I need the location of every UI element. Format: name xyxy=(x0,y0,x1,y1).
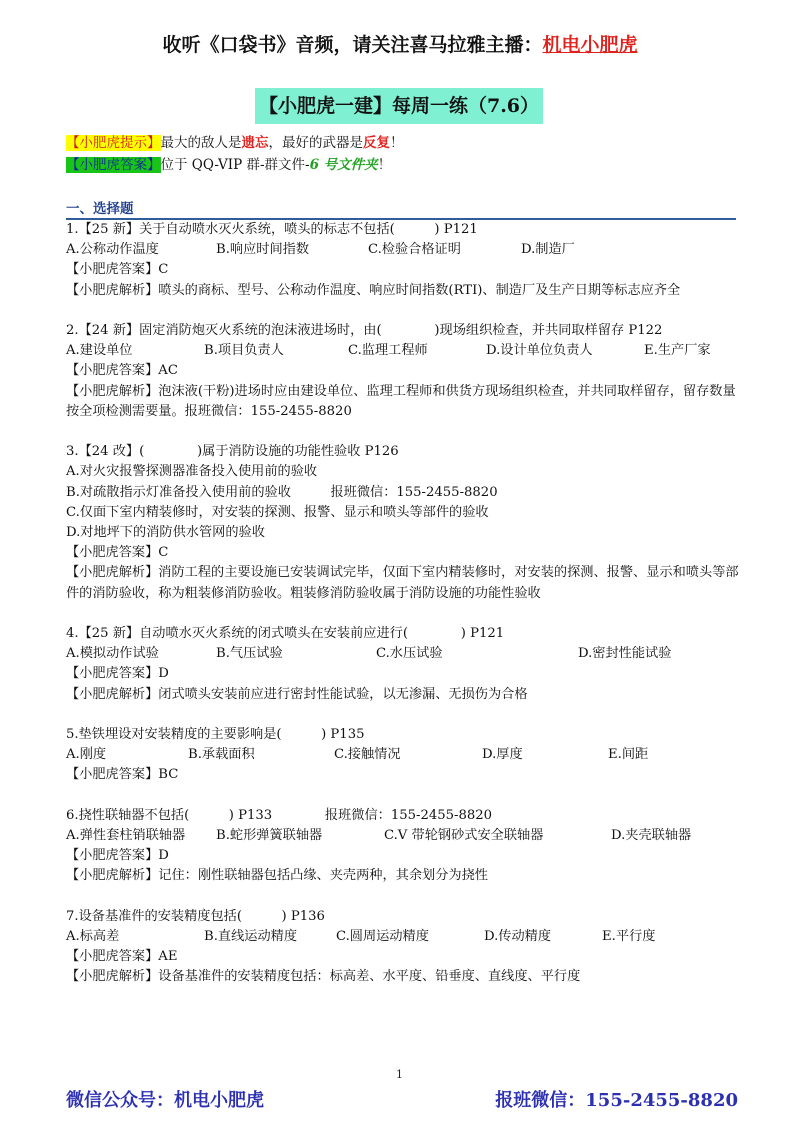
question-stem: 5.垫铁埋设对安装精度的主要影响是( ) P135 xyxy=(66,726,365,742)
section-title: 一、选择题 xyxy=(66,197,736,220)
question-item xyxy=(66,907,746,988)
analysis-line: 【小肥虎解析】喷头的商标、型号、公称动作温度、响应时间指数(RTI)、制造厂及生产日期等标志应齐全 xyxy=(66,282,681,298)
options-row xyxy=(66,644,746,664)
question-item xyxy=(66,321,746,422)
option-text: B.承载面积 xyxy=(188,747,255,763)
option-line: B.对疏散指示灯准备投入使用前的验收 报班微信：155-2455-8820 xyxy=(66,484,498,500)
option-text: C.监理工程师 xyxy=(348,343,428,359)
answer-line: 【小肥虎答案】C xyxy=(66,545,169,561)
option-text: D.传动精度 xyxy=(484,928,552,944)
answer-line: 【小肥虎答案】AE xyxy=(66,949,178,965)
answer-tag: 【小肥虎答案】 xyxy=(66,157,161,173)
page-title: 【小肥虎一建】每周一练（7.6） xyxy=(255,88,543,124)
page-number: 1 xyxy=(396,1068,403,1081)
option-text: E.平行度 xyxy=(602,928,656,944)
option-text: A.弹性套柱销联轴器 xyxy=(66,827,186,843)
option-line: D.对地坪下的消防供水管网的验收 xyxy=(66,524,265,540)
analysis-line: 【小肥虎解析】泡沫液(干粉)进场时应由建设单位、监理工程师和供货方现场组织检查，并共同取样留存，留存数量按全项检测需要量。报班微信：155-2455-8820 xyxy=(66,383,736,419)
option-text: D.密封性能试验 xyxy=(578,646,672,662)
option-text: A.刚度 xyxy=(66,747,107,763)
option-text: C.接触情况 xyxy=(334,747,401,763)
question-stem: 4.【25 新】自动喷水灭火系统的闭式喷头在安装前应进行( ) P121 xyxy=(66,625,505,641)
analysis-line: 【小肥虎解析】设备基准件的安装精度包括：标高差、水平度、铅垂度、直线度、平行度 xyxy=(66,969,581,985)
option-text: E.间距 xyxy=(608,747,649,763)
option-text: D.设计单位负责人 xyxy=(486,343,593,359)
options-row xyxy=(66,240,746,260)
notes-block xyxy=(66,132,404,176)
option-text: B.蛇形弹簧联轴器 xyxy=(216,827,323,843)
option-text: C.V 带轮钢砂式安全联轴器 xyxy=(384,827,544,843)
option-text: D.制造厂 xyxy=(521,242,575,258)
question-item xyxy=(66,806,746,887)
option-text: B.响应时间指数 xyxy=(216,242,310,258)
tip-tag: 【小肥虎提示】 xyxy=(66,135,161,151)
question-stem: 7.设备基准件的安装精度包括( ) P136 xyxy=(66,908,325,924)
analysis-line: 【小肥虎解析】记住：刚性联轴器包括凸缘、夹壳两种，其余划分为挠性 xyxy=(66,868,488,884)
option-text: E.生产厂家 xyxy=(644,343,711,359)
option-text: D.厚度 xyxy=(482,747,523,763)
answer-location-line: 【小肥虎答案】位于 QQ-VIP 群-群文件-6 号文件夹！ xyxy=(66,157,392,173)
question-item xyxy=(66,624,746,705)
answer-line: 【小肥虎答案】AC xyxy=(66,363,178,379)
question-stem: 1.【25 新】关于自动喷水灭火系统，喷头的标志不包括( ) P121 xyxy=(66,222,478,237)
option-text: A.模拟动作试验 xyxy=(66,646,159,662)
option-text: B.项目负责人 xyxy=(204,343,284,359)
banner-text: 收听《口袋书》音频，请关注喜马拉雅主播： xyxy=(162,34,543,56)
question-list xyxy=(66,220,746,1008)
footer-wechat-account: 微信公众号：机电小肥虎 xyxy=(66,1090,264,1111)
option-text: A.建设单位 xyxy=(66,343,133,359)
answer-line: 【小肥虎答案】C xyxy=(66,262,169,278)
option-text: A.标高差 xyxy=(66,928,120,944)
answer-line: 【小肥虎答案】D xyxy=(66,848,169,864)
options-row xyxy=(66,826,746,846)
question-item xyxy=(66,725,746,786)
option-text: A.公称动作温度 xyxy=(66,242,159,258)
question-item xyxy=(66,442,746,604)
answer-line: 【小肥虎答案】BC xyxy=(66,767,179,783)
tip-line: 【小肥虎提示】最大的敌人是遗忘，最好的武器是反复！ xyxy=(66,135,404,151)
analysis-line: 【小肥虎解析】消防工程的主要设施已安装调试完毕，仅面下室内精装修时，对安装的探测、报警、显示和喷头等部件的消防验收，称为粗装修消防验收。粗装修消防验收属于消防设施的功能性验收 xyxy=(66,565,739,601)
question-item xyxy=(66,220,746,301)
options-row xyxy=(66,745,746,765)
option-text: B.直线运动精度 xyxy=(204,928,298,944)
question-stem: 3.【24 改】( )属于消防设施的功能性验收 P126 xyxy=(66,444,399,460)
option-text: C.圆周运动精度 xyxy=(336,928,429,944)
top-banner xyxy=(0,30,800,57)
anchor-name-link[interactable]: 机电小肥虎 xyxy=(542,34,638,56)
option-text: D.夹壳联轴器 xyxy=(611,827,692,843)
question-stem: 6.挠性联轴器不包括( ) P133 报班微信：155-2455-8820 xyxy=(66,807,493,823)
analysis-line: 【小肥虎解析】闭式喷头安装前应进行密封性能试验，以无渗漏、无损伤为合格 xyxy=(66,686,528,702)
answer-line: 【小肥虎答案】D xyxy=(66,666,169,682)
footer-contact: 报班微信：155-2455-8820 xyxy=(495,1090,738,1111)
options-row xyxy=(66,341,746,361)
option-line: C.仅面下室内精装修时，对安装的探测、报警、显示和喷头等部件的验收 xyxy=(66,504,489,520)
option-text: C.水压试验 xyxy=(376,646,443,662)
options-row xyxy=(66,927,746,947)
option-text: C.检验合格证明 xyxy=(368,242,461,258)
option-line: A.对火灾报警探测器准备投入使用前的验收 xyxy=(66,464,318,480)
question-stem: 2.【24 新】固定消防炮灭火系统的泡沫液进场时，由( )现场组织检查，并共同取样留存 P122 xyxy=(66,322,663,338)
option-text: B.气压试验 xyxy=(216,646,283,662)
